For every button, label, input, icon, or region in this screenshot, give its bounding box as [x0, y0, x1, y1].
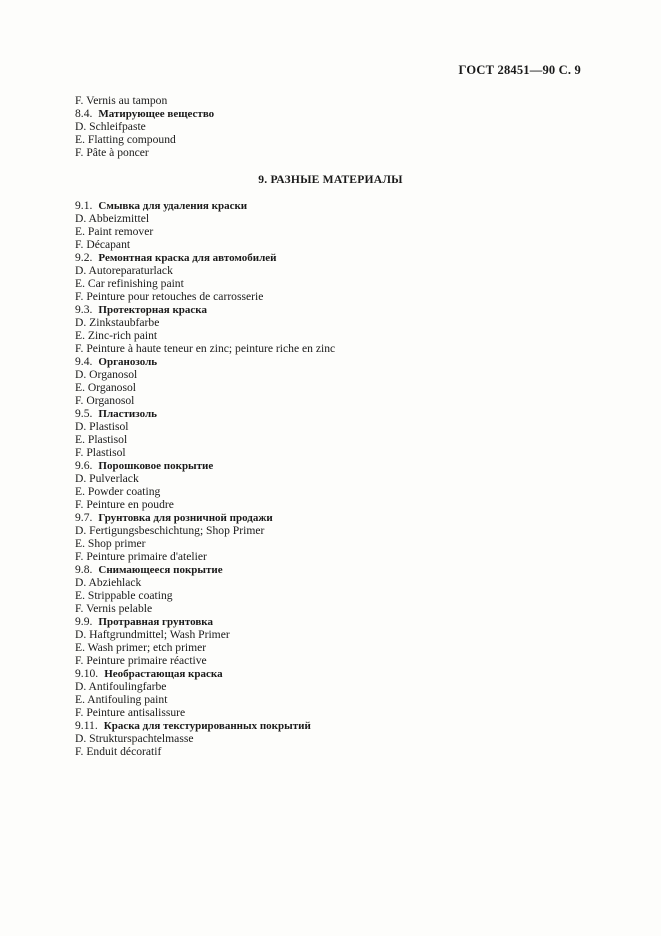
term-number: 9.10.	[75, 667, 99, 680]
translation-line: D. Abbeizmittel	[75, 212, 150, 225]
translation-line: F. Pâte à poncer	[75, 146, 149, 159]
term-title: Смывка для удаления краски	[98, 200, 248, 212]
term-number: 9.4.	[75, 355, 93, 368]
translation-line: F. Enduit décoratif	[75, 745, 162, 758]
term-number: 9.8.	[75, 563, 93, 576]
translation-line: F. Plastisol	[75, 446, 126, 459]
translation-line: F. Organosol	[75, 394, 135, 407]
term-number: 9.7.	[75, 511, 93, 524]
translation-line: D. Fertigungsbeschichtung; Shop Primer	[75, 524, 265, 537]
term-title: Порошковое покрытие	[98, 460, 214, 472]
translation-line: E. Zinc-rich paint	[75, 329, 158, 342]
translation-line: D. Zinkstaubfarbe	[75, 316, 160, 329]
translation-line: D. Strukturspachtelmasse	[75, 732, 194, 745]
term-number: 8.4.	[75, 107, 93, 120]
page-header: ГОСТ 28451—90 С. 9	[458, 63, 581, 77]
translation-line: F. Peinture en poudre	[75, 498, 174, 511]
translation-line: D. Plastisol	[75, 420, 129, 433]
translation-line: E. Car refinishing paint	[75, 277, 184, 290]
term-title: Матирующее вещество	[98, 108, 215, 120]
term-heading	[75, 407, 595, 420]
term-number: 9.2.	[75, 251, 93, 264]
term-heading	[75, 251, 595, 264]
translation-line: F. Peinture antisalissure	[75, 706, 186, 719]
term-number: 9.5.	[75, 407, 93, 420]
translation-line: F. Peinture primaire d'atelier	[75, 550, 207, 563]
term-heading	[75, 303, 595, 316]
term-title: Пластизоль	[98, 408, 157, 420]
term-title: Снимающееся покрытие	[98, 564, 223, 576]
term-heading	[75, 615, 595, 628]
term-title: Протекторная краска	[98, 304, 207, 316]
section-title: 9. РАЗНЫЕ МАТЕРИАЛЫ	[258, 173, 403, 186]
translation-line: D. Abziehlack	[75, 576, 142, 589]
translation-line: E. Plastisol	[75, 433, 128, 446]
term-heading	[75, 355, 595, 368]
translation-line: D. Antifoulingfarbe	[75, 680, 167, 693]
translation-line: D. Pulverlack	[75, 472, 139, 485]
term-number: 9.11.	[75, 719, 98, 732]
translation-line: E. Antifouling paint	[75, 693, 168, 706]
term-number: 9.6.	[75, 459, 93, 472]
term-title: Ремонтная краска для автомобилей	[98, 252, 277, 264]
translation-line: F. Peinture pour retouches de carrosserie	[75, 290, 264, 303]
term-title: Грунтовка для розничной продажи	[98, 512, 273, 524]
term-number: 9.1.	[75, 199, 93, 212]
translation-line: E. Flatting compound	[75, 133, 176, 146]
term-heading	[75, 107, 595, 120]
translation-line: F. Vernis au tampon	[75, 94, 168, 107]
term-heading	[75, 511, 595, 524]
translation-line: E. Paint remover	[75, 225, 154, 238]
translation-line: D. Organosol	[75, 368, 138, 381]
translation-line: F. Peinture à haute teneur en zinc; peinture riche en zinc	[75, 342, 336, 355]
translation-line: D. Autoreparaturlack	[75, 264, 173, 277]
term-heading	[75, 199, 595, 212]
term-number: 9.9.	[75, 615, 93, 628]
translation-line: F. Décapant	[75, 238, 131, 251]
term-heading	[75, 563, 595, 576]
term-number: 9.3.	[75, 303, 93, 316]
translation-line: E. Powder coating	[75, 485, 161, 498]
translation-line: E. Shop primer	[75, 537, 146, 550]
term-title: Краска для текстурированных покрытий	[103, 720, 311, 732]
term-heading	[75, 719, 595, 732]
term-heading	[75, 667, 595, 680]
continued-entries	[75, 94, 595, 159]
term-title: Органозоль	[98, 356, 158, 368]
translation-line: E. Organosol	[75, 381, 136, 394]
translation-line: F. Peinture primaire réactive	[75, 654, 207, 667]
translation-line: E. Wash primer; etch primer	[75, 641, 207, 654]
term-heading	[75, 459, 595, 472]
term-title: Необрастающая краска	[104, 668, 223, 680]
translation-line: E. Strippable coating	[75, 589, 173, 602]
term-title: Протравная грунтовка	[98, 616, 213, 628]
translation-line: D. Schleifpaste	[75, 120, 146, 133]
translation-line: F. Vernis pelable	[75, 602, 153, 615]
translation-line: D. Haftgrundmittel; Wash Primer	[75, 628, 230, 641]
section-entries	[75, 199, 595, 758]
